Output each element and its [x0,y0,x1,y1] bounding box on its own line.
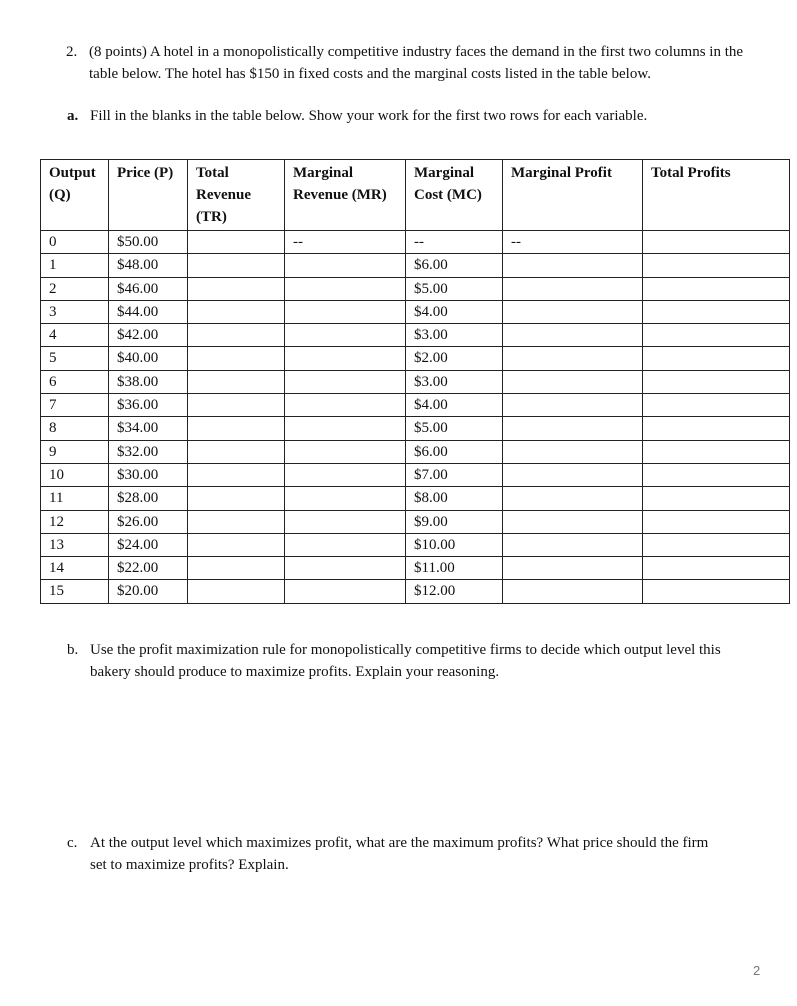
cell-marginal-cost: $3.00 [406,370,503,393]
part-a-label: a. [67,108,79,124]
table-row [41,557,790,580]
cell-marginal-cost: $3.00 [406,324,503,347]
cell-output: 15 [41,580,109,603]
cell-total-profits [643,417,790,440]
cell-marginal-revenue [285,487,406,510]
cell-marginal-cost: -- [406,231,503,254]
cell-total-revenue [188,487,285,510]
cell-marginal-revenue [285,324,406,347]
cell-marginal-cost: $10.00 [406,533,503,556]
part-b-label: b. [67,642,79,658]
header-marginal-cost: Marginal Cost (MC) [406,160,503,231]
part-a [67,105,767,127]
question-number: 2. [66,44,78,60]
part-c-line1: At the output level which maximizes profit, what are the maximum profits? What price should the firm [90,835,709,851]
cell-price: $20.00 [109,580,188,603]
part-c-label: c. [67,835,78,851]
cell-output: 11 [41,487,109,510]
cell-total-revenue [188,347,285,370]
table-row [41,254,790,277]
cell-price: $40.00 [109,347,188,370]
cell-marginal-profit [503,510,643,533]
cell-total-revenue [188,254,285,277]
cell-marginal-cost: $5.00 [406,277,503,300]
table-row [41,231,790,254]
cell-total-profits [643,463,790,486]
header-price: Price (P) [109,160,188,231]
cell-marginal-revenue [285,533,406,556]
cell-price: $46.00 [109,277,188,300]
cell-total-profits [643,440,790,463]
cell-marginal-revenue [285,463,406,486]
cell-output: 0 [41,231,109,254]
cell-marginal-revenue [285,300,406,323]
table-row [41,324,790,347]
table-row [41,417,790,440]
cell-total-revenue [188,580,285,603]
cell-marginal-revenue [285,370,406,393]
cell-marginal-cost: $4.00 [406,394,503,417]
cell-total-profits [643,487,790,510]
cell-price: $34.00 [109,417,188,440]
cell-total-revenue [188,231,285,254]
table-row [41,394,790,417]
part-a-text: Fill in the blanks in the table below. Show your work for the first two rows for each variable. [90,108,648,124]
cell-marginal-profit [503,417,643,440]
cell-marginal-profit [503,440,643,463]
cell-price: $22.00 [109,557,188,580]
table-row [41,300,790,323]
cell-marginal-cost: $2.00 [406,347,503,370]
cell-total-revenue [188,324,285,347]
cell-total-profits [643,277,790,300]
cell-total-profits [643,533,790,556]
cell-total-revenue [188,417,285,440]
cell-marginal-profit [503,487,643,510]
cell-marginal-cost: $6.00 [406,440,503,463]
cell-marginal-profit [503,254,643,277]
part-b-line2: bakery should produce to maximize profits. Explain your reasoning. [90,664,500,680]
cell-marginal-cost: $4.00 [406,300,503,323]
cell-total-revenue [188,394,285,417]
cell-price: $48.00 [109,254,188,277]
header-output: Output (Q) [41,160,109,231]
part-c [67,832,767,876]
cell-price: $44.00 [109,300,188,323]
cell-marginal-revenue [285,277,406,300]
cell-output: 6 [41,370,109,393]
cell-marginal-cost: $7.00 [406,463,503,486]
cell-marginal-profit [503,347,643,370]
cell-total-profits [643,370,790,393]
cell-output: 1 [41,254,109,277]
cell-marginal-profit [503,533,643,556]
cell-total-revenue [188,463,285,486]
cell-price: $26.00 [109,510,188,533]
header-marginal-revenue: Marginal Revenue (MR) [285,160,406,231]
table-row [41,463,790,486]
cell-marginal-profit [503,557,643,580]
cell-output: 12 [41,510,109,533]
cell-marginal-revenue [285,394,406,417]
table-header-row [41,160,790,231]
cell-marginal-revenue [285,557,406,580]
cell-marginal-profit [503,370,643,393]
cell-total-revenue [188,440,285,463]
table-row [41,533,790,556]
cell-output: 5 [41,347,109,370]
cell-total-profits [643,300,790,323]
cell-price: $36.00 [109,394,188,417]
cell-marginal-cost: $12.00 [406,580,503,603]
cell-price: $24.00 [109,533,188,556]
cell-output: 2 [41,277,109,300]
cell-marginal-cost: $9.00 [406,510,503,533]
header-marginal-profit: Marginal Profit [503,160,643,231]
cell-output: 7 [41,394,109,417]
cell-output: 14 [41,557,109,580]
cell-marginal-revenue [285,580,406,603]
cell-output: 9 [41,440,109,463]
cell-total-profits [643,580,790,603]
cell-marginal-cost: $8.00 [406,487,503,510]
data-table [40,159,790,604]
cell-price: $50.00 [109,231,188,254]
cell-output: 10 [41,463,109,486]
cell-marginal-profit [503,277,643,300]
table-row [41,487,790,510]
table-row [41,347,790,370]
cell-total-profits [643,557,790,580]
cell-total-profits [643,510,790,533]
cell-marginal-revenue [285,347,406,370]
cell-total-profits [643,324,790,347]
cell-price: $42.00 [109,324,188,347]
cell-output: 8 [41,417,109,440]
cell-price: $28.00 [109,487,188,510]
cell-total-revenue [188,300,285,323]
cell-marginal-cost: $6.00 [406,254,503,277]
cell-output: 3 [41,300,109,323]
cell-marginal-revenue: -- [285,231,406,254]
part-b-line1: Use the profit maximization rule for monopolistically competitive firms to decide which output level this [90,642,721,658]
cell-price: $32.00 [109,440,188,463]
cell-output: 4 [41,324,109,347]
cell-marginal-profit [503,324,643,347]
cell-output: 13 [41,533,109,556]
cell-marginal-cost: $5.00 [406,417,503,440]
cell-marginal-revenue [285,510,406,533]
cell-marginal-revenue [285,440,406,463]
cell-total-profits [643,394,790,417]
table-row [41,277,790,300]
cell-total-profits [643,231,790,254]
part-c-line2: set to maximize profits? Explain. [90,857,289,873]
cell-marginal-revenue [285,254,406,277]
cell-marginal-profit [503,463,643,486]
cell-marginal-revenue [285,417,406,440]
cell-total-profits [643,347,790,370]
table-row [41,510,790,533]
page-number: 2 [753,963,761,978]
cell-total-revenue [188,533,285,556]
cell-marginal-profit [503,394,643,417]
cell-total-revenue [188,370,285,393]
cell-marginal-profit: -- [503,231,643,254]
cell-marginal-profit [503,300,643,323]
cell-price: $38.00 [109,370,188,393]
cell-marginal-profit [503,580,643,603]
cell-marginal-cost: $11.00 [406,557,503,580]
table-row [41,370,790,393]
cell-total-revenue [188,510,285,533]
table-row [41,580,790,603]
part-b [67,639,767,683]
cell-total-profits [643,254,790,277]
cell-price: $30.00 [109,463,188,486]
question-text: (8 points) A hotel in a monopolistically competitive industry faces the demand in the first two columns in the table below. The hotel has $150 in fixed costs and the marginal costs listed in the table below. [89,44,744,82]
header-total-revenue: Total Revenue (TR) [188,160,285,231]
cell-total-revenue [188,557,285,580]
table-row [41,440,790,463]
cell-total-revenue [188,277,285,300]
header-total-profits: Total Profits [643,160,790,231]
